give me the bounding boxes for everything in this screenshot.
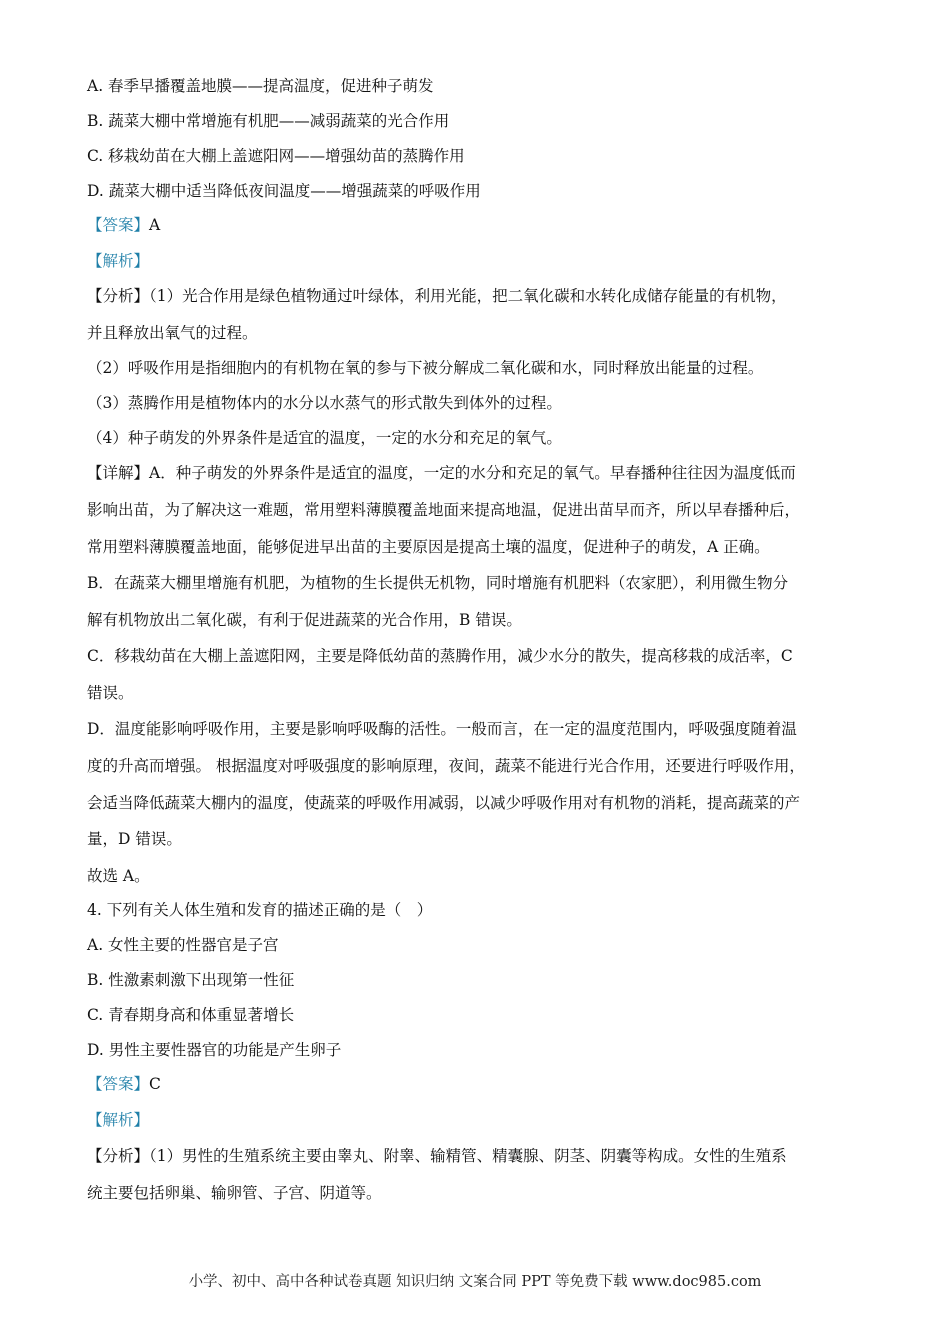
answer-value: C (149, 1075, 161, 1093)
q4-answer-line (87, 1074, 867, 1094)
explanation-tag: 【解析】 (87, 252, 150, 270)
paragraph-line: （3）蒸腾作用是植物体内的水分以水蒸气的形式散失到体外的过程。 (87, 394, 562, 412)
paragraph-line: 量，D 错误。 (87, 830, 182, 848)
q4-option-c: C. 青春期身高和体重显著增长 (87, 1006, 295, 1024)
q4-option-b: B. 性激素刺激下出现第一性征 (87, 971, 295, 989)
paragraph-line: 并且释放出氧气的过程。 (87, 324, 258, 342)
paragraph-line: 解有机物放出二氧化碳，有利于促进蔬菜的光合作用，B 错误。 (87, 611, 522, 629)
analysis-line: 【分析】（1）光合作用是绿色植物通过叶绿体，利用光能，把二氧化碳和水转化成储存能量的有机物， (87, 287, 787, 305)
option-d: D. 蔬菜大棚中适当降低夜间温度——增强蔬菜的呼吸作用 (87, 182, 481, 200)
paragraph-line: D．温度能影响呼吸作用，主要是影响呼吸酶的活性。一般而言，在一定的温度范围内，呼吸强度随着温 (87, 720, 797, 738)
page-footer: 小学、初中、高中各种试卷真题 知识归纳 文案合同 PPT 等免费下载 www.doc985.com (188, 1274, 762, 1290)
q4-analysis-line: 【分析】（1）男性的生殖系统主要由睾丸、附睾、输精管、精囊腺、阴茎、阴囊等构成。女性的生殖系 (87, 1147, 787, 1165)
option-c: C. 移栽幼苗在大棚上盖遮阳网——增强幼苗的蒸腾作用 (87, 147, 465, 165)
paragraph-line: （2）呼吸作用是指细胞内的有机物在氧的参与下被分解成二氧化碳和水，同时释放出能量的过程。 (87, 359, 764, 377)
paragraph-line: （4）种子萌发的外界条件是适宜的温度，一定的水分和充足的氧气。 (87, 429, 562, 447)
paragraph-line: C．移栽幼苗在大棚上盖遮阳网，主要是降低幼苗的蒸腾作用，减少水分的散失，提高移栽的成活率，C (87, 647, 793, 665)
analysis-tag: 【分析】 (87, 1147, 150, 1165)
detail-tag: 【详解】 (87, 464, 150, 482)
answer-tag: 【答案】 (87, 1075, 150, 1093)
paragraph-line: 影响出苗，为了解决这一难题，常用塑料薄膜覆盖地面来提高地温，促进出苗早而齐，所以早春播种后， (87, 501, 801, 519)
paragraph-line: 度的升高而增强。 根据温度对呼吸强度的影响原理，夜间，蔬菜不能进行光合作用，还要进行呼吸作用， (87, 757, 805, 775)
conclusion-line: 故选 A。 (87, 867, 150, 885)
option-a: A. 春季早播覆盖地膜——提高温度，促进种子萌发 (87, 77, 434, 95)
paragraph-line: 统主要包括卵巢、输卵管、子宫、阴道等。 (87, 1184, 382, 1202)
q4-option-d: D. 男性主要性器官的功能是产生卵子 (87, 1041, 342, 1059)
question-4-stem: 4. 下列有关人体生殖和发育的描述正确的是（ ） (87, 901, 433, 919)
q4-option-a: A. 女性主要的性器官是子宫 (87, 936, 279, 954)
paragraph-line: 错误。 (87, 684, 134, 702)
paragraph-line: 会适当降低蔬菜大棚内的温度，使蔬菜的呼吸作用减弱，以减少呼吸作用对有机物的消耗，提高蔬菜的产 (87, 794, 801, 812)
paragraph-line: 常用塑料薄膜覆盖地面，能够促进早出苗的主要原因是提高土壤的温度，促进种子的萌发，A 正确。 (87, 538, 770, 556)
analysis-tag: 【分析】 (87, 287, 150, 305)
answer-line (87, 215, 867, 235)
detail-line: 【详解】A．种子萌发的外界条件是适宜的温度，一定的水分和充足的氧气。早春播种往往因为温度低而 (87, 464, 796, 482)
answer-tag: 【答案】 (87, 216, 150, 234)
q4-explanation-tag: 【解析】 (87, 1111, 150, 1129)
option-b: B. 蔬菜大棚中常增施有机肥——减弱蔬菜的光合作用 (87, 112, 450, 130)
paragraph-line: B．在蔬菜大棚里增施有机肥，为植物的生长提供无机物，同时增施有机肥料（农家肥），利用微生物分 (87, 574, 789, 592)
answer-value: A (149, 216, 161, 234)
